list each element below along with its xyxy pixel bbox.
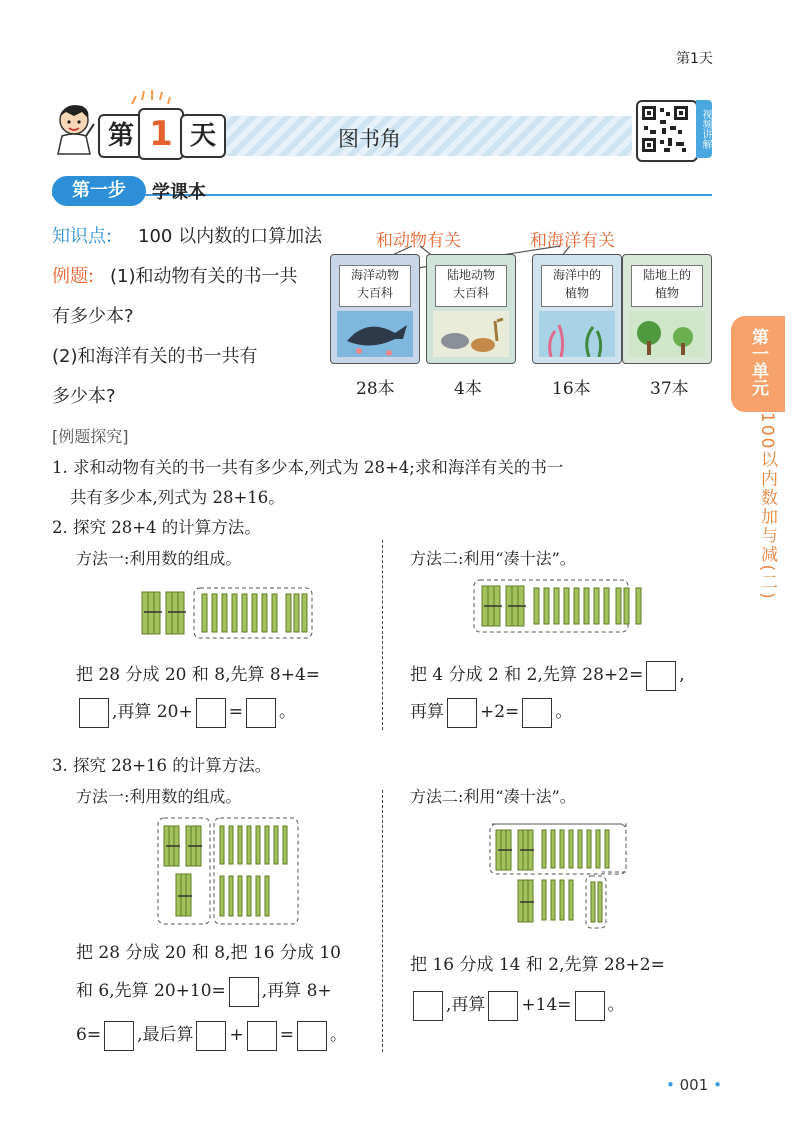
- whale-icon: [337, 311, 413, 357]
- book-title-line2: 大百科: [452, 286, 489, 300]
- explore-p1-line1: 1. 求和动物有关的书一共有多少本,列式为 28+4;求和海洋有关的书一: [52, 458, 564, 477]
- method-divider: [382, 790, 383, 1052]
- answer-box[interactable]: [246, 698, 276, 728]
- p2-method2-line1: 把 4 分成 2 和 2,先算 28+2= ,: [410, 660, 685, 691]
- book-ocean-plants: [532, 254, 622, 364]
- step-title: 学课本: [152, 182, 206, 203]
- example-label: 例题:: [52, 266, 95, 287]
- explore-heading: [例题探究]: [52, 427, 129, 446]
- p2-method1-line2: ,再算 20+ = 。: [76, 697, 296, 728]
- label-animal: 和动物有关: [376, 231, 461, 251]
- sticks-make-ten-figure: [472, 578, 648, 634]
- answer-box[interactable]: [229, 977, 259, 1007]
- unit-tab-label: 第一单元: [748, 328, 768, 396]
- book-title-line1: 陆地上的: [642, 268, 691, 282]
- book-ocean-animals: [330, 254, 420, 364]
- label-ocean: 和海洋有关: [530, 231, 615, 251]
- p2-method1-title: 方法一:利用数的组成。: [76, 549, 242, 568]
- p2-method2-title: 方法二:利用“凑十法”。: [410, 549, 576, 568]
- explore-p2: 2. 探究 28+4 的计算方法。: [52, 518, 261, 537]
- knowledge-text: 100 以内数的口算加法: [138, 226, 323, 247]
- sticks-make-ten-28-16-figure: [488, 822, 630, 932]
- example-q2-line2: 多少本?: [52, 386, 116, 407]
- explore-p1-line2: 共有多少本,列式为 28+16。: [70, 488, 285, 507]
- p3-method2-line2: ,再算 +14= 。: [410, 990, 625, 1021]
- p3-method1-line2: 和 6,先算 20+10= ,再算 8+: [76, 976, 332, 1007]
- qr-side-label: 视频讲解: [696, 100, 712, 158]
- book-title-line2: 植物: [564, 286, 589, 300]
- chapter-title: 100以内数加与减(二): [757, 412, 777, 601]
- answer-box[interactable]: [79, 698, 109, 728]
- book-land-plants: [622, 254, 712, 364]
- day-number: 1: [138, 108, 184, 160]
- knowledge-label: 知识点:: [52, 226, 113, 247]
- example-q1-line1: (1)和动物有关的书一共: [110, 266, 298, 287]
- p3-method1-line1: 把 28 分成 20 和 8,把 16 分成 10: [76, 943, 341, 963]
- answer-box[interactable]: [522, 698, 552, 728]
- book-title-line1: 海洋动物: [350, 268, 399, 282]
- book-count: 16本: [552, 379, 591, 399]
- unit-tab[interactable]: [731, 316, 785, 412]
- day-suffix: 天: [180, 114, 226, 158]
- answer-box[interactable]: [488, 991, 518, 1021]
- sticks-28-16-figure: [156, 816, 302, 926]
- example-q2-line1: (2)和海洋有关的书一共有: [52, 346, 258, 367]
- qr-code-icon[interactable]: [636, 100, 698, 162]
- answer-box[interactable]: [196, 698, 226, 728]
- answer-box[interactable]: [447, 698, 477, 728]
- answer-box[interactable]: [575, 991, 605, 1021]
- p3-method1-line3: 6= ,最后算 + = 。: [76, 1020, 347, 1051]
- book-count: 37本: [650, 379, 689, 399]
- method-divider: [382, 540, 383, 730]
- page-title: 图书角: [338, 127, 401, 151]
- step-underline: [52, 194, 712, 196]
- page-tag: 第1天: [676, 51, 713, 67]
- trees-icon: [629, 311, 705, 357]
- sticks-28-figure: [140, 586, 316, 640]
- day-prefix: 第: [98, 114, 144, 158]
- answer-box[interactable]: [297, 1021, 327, 1051]
- seaweed-icon: [539, 311, 615, 357]
- book-title-line2: 大百科: [356, 286, 393, 300]
- book-count: 28本: [356, 379, 395, 399]
- answer-box[interactable]: [196, 1021, 226, 1051]
- step-badge: 第一步: [52, 176, 146, 206]
- book-land-animals: [426, 254, 516, 364]
- land-animals-icon: [433, 311, 509, 357]
- explore-p3: 3. 探究 28+16 的计算方法。: [52, 756, 272, 775]
- book-title-line1: 海洋中的: [552, 268, 601, 282]
- book-count: 4本: [454, 379, 482, 399]
- book-title-line2: 植物: [654, 286, 679, 300]
- book-title-line1: 陆地动物: [446, 268, 495, 282]
- boy-mascot-icon: [52, 100, 96, 156]
- answer-box[interactable]: [104, 1021, 134, 1051]
- sun-rays-icon: [128, 88, 172, 106]
- p3-method1-title: 方法一:利用数的组成。: [76, 787, 242, 806]
- page-number: • 001 •: [666, 1076, 722, 1094]
- example-q1-line2: 有多少本?: [52, 306, 134, 327]
- p2-method2-line2: 再算 +2= 。: [410, 697, 572, 728]
- p2-method1-line1: 把 28 分成 20 和 8,先算 8+4=: [76, 665, 321, 685]
- p3-method2-title: 方法二:利用“凑十法”。: [410, 787, 576, 806]
- answer-box[interactable]: [413, 991, 443, 1021]
- answer-box[interactable]: [247, 1021, 277, 1051]
- p3-method2-line1: 把 16 分成 14 和 2,先算 28+2=: [410, 955, 665, 975]
- answer-box[interactable]: [646, 661, 676, 691]
